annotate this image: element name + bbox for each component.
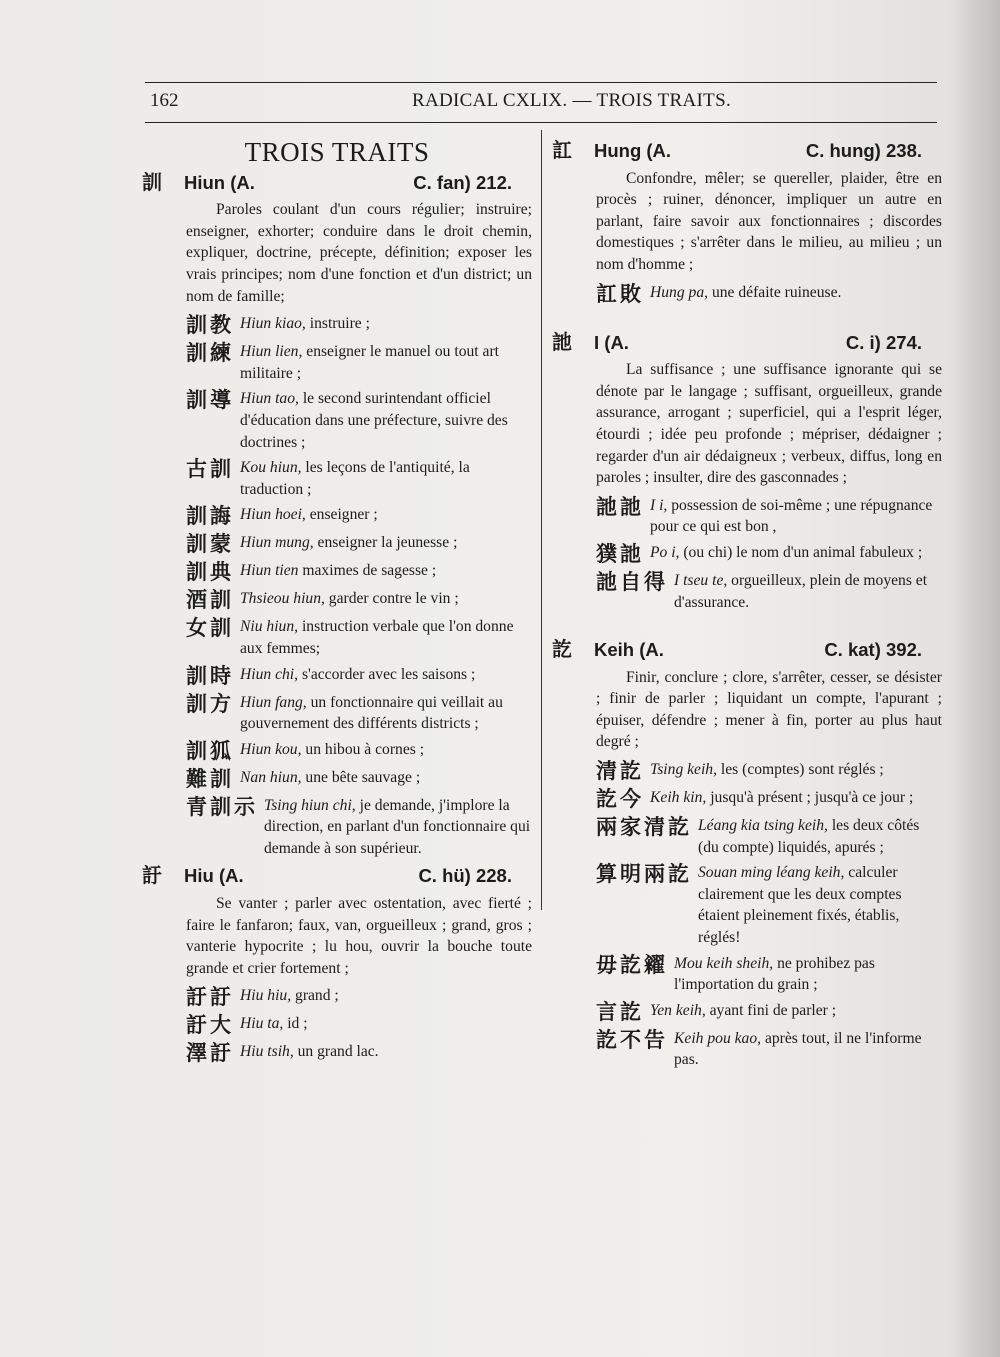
example-romanization: Nan hiun, [240, 768, 302, 786]
example-romanization: Yen keih, [650, 1001, 706, 1019]
example-romanization: Keih kin, [650, 789, 707, 807]
example-romanization: Kou hiun, [240, 459, 302, 477]
example-text [650, 542, 942, 566]
example-text [650, 1000, 942, 1024]
example-romanization: Hiun tao, [240, 390, 299, 408]
example-translation: une défaite ruineuse. [708, 283, 842, 301]
entry-romanization: Keih (A. [594, 639, 664, 661]
dictionary-entry [552, 140, 942, 306]
example-translation: instruction verbale que l'on donne aux femmes; [240, 618, 514, 657]
example-romanization: Tsing hiun chi, [264, 796, 356, 814]
example-compound [186, 985, 532, 1009]
example-translation: une bête sauvage ; [301, 768, 421, 786]
example-text [698, 862, 942, 948]
entry-headword [552, 639, 942, 661]
entry-romanization: Hung (A. [594, 140, 672, 161]
example-characters: 難訓 [186, 766, 234, 791]
example-compound [186, 341, 532, 384]
example-characters: 訓誨 [186, 504, 234, 529]
example-characters: 訌敗 [596, 281, 644, 306]
example-text [264, 795, 532, 860]
example-text [674, 1028, 942, 1071]
example-translation: ne prohibez pas l'importation du grain ; [674, 954, 875, 994]
example-compound [186, 739, 532, 763]
example-compound [186, 388, 532, 453]
example-characters: 訓方 [186, 691, 234, 716]
example-characters: 訖不告 [596, 1027, 668, 1052]
example-romanization: Hiun tien [240, 562, 299, 580]
entry-cantonese: C. hü) 228. [418, 865, 512, 887]
section-title: TROIS TRAITS [244, 137, 430, 167]
example-translation: (ou chi) le nom d'un animal fabuleux ; [679, 543, 923, 561]
entry-definition: Confondre, mêler; se quereller, plaider, être en procès ; ruiner, dénoncer, impliquer un autre en parlant, faire savoir aux fonctionnaires ; discordes domestiques ; s'arrêter dans le milieu, au milieu ; un nom d'homme ; [596, 169, 942, 273]
example-characters: 訓蒙 [186, 532, 234, 557]
example-translation: calculer clairement que les deux comptes étaient pleinement fixés, établis, réglés! [698, 864, 902, 947]
example-characters: 澤訏 [186, 1041, 234, 1066]
example-text [240, 1013, 532, 1037]
example-text [240, 985, 532, 1009]
example-text [650, 759, 942, 783]
example-translation: enseigner le manuel ou tout art militaire ; [240, 343, 499, 382]
example-translation: je demande, j'implore la direction, en parlant d'un fonctionnaire qui demande à son supérieur. [264, 796, 531, 857]
example-romanization: Hiun chi, [240, 665, 299, 683]
example-characters: 獛訑 [596, 541, 644, 566]
example-text [240, 588, 532, 612]
example-characters: 訑訑 [596, 494, 644, 519]
example-characters: 訓典 [186, 560, 234, 585]
left-entries [142, 169, 532, 1066]
running-head: RADICAL CXLIX. — TROIS TRAITS. [412, 90, 731, 111]
example-characters: 訓狐 [186, 738, 234, 763]
entry-cantonese: C. kat) 392. [824, 639, 922, 661]
example-translation: enseigner ; [305, 506, 378, 524]
example-compound [596, 759, 942, 783]
example-compound [186, 588, 532, 612]
example-text [240, 532, 532, 556]
page-number: 162 [150, 90, 179, 111]
example-romanization: Po i, [650, 543, 680, 561]
entry-cantonese: C. hung) 238. [805, 140, 922, 161]
example-text [240, 692, 532, 735]
top-rule [145, 82, 937, 83]
entry-definition: La suffisance ; une suffisance ignorante qui se dénote par le langage ; suffisant, orgueilleux, grande assurance, arrogant ; superficiel, qui a l'esprit léger, étourdi ; idée peu profonde ; mépriser, dédaigner ; regarder d'un air dédaigneux ; verbeux, diffus, long en paroles ; insulter, dire des gasconnades ; [596, 361, 942, 487]
entry-romanization: I (A. [594, 331, 629, 353]
example-characters: 算明兩訖 [596, 862, 692, 887]
example-characters: 古訓 [186, 457, 234, 482]
example-characters: 訑自得 [596, 569, 668, 594]
example-compound [596, 570, 942, 613]
example-compound [596, 282, 942, 306]
example-compound [186, 767, 532, 791]
example-characters: 清訖 [596, 759, 644, 784]
example-romanization: Hiun mung, [240, 534, 314, 552]
example-characters: 訏訏 [186, 985, 234, 1010]
example-text [240, 388, 532, 453]
example-characters: 女訓 [186, 616, 234, 641]
example-text [240, 664, 532, 688]
entry-headword [142, 865, 532, 887]
entry-headword [552, 329, 942, 354]
example-text [240, 457, 532, 500]
example-text [674, 570, 942, 613]
example-translation: après tout, il ne l'informe pas. [674, 1029, 922, 1069]
example-characters: 言訖 [596, 999, 644, 1024]
example-translation: enseigner la jeunesse ; [313, 534, 458, 552]
example-romanization: Hiun lien, [240, 343, 303, 361]
example-romanization: Léang kia tsing keih, [698, 817, 828, 835]
entry-cantonese: C. fan) 212. [413, 171, 512, 193]
example-compound [596, 1028, 942, 1071]
example-compound [186, 560, 532, 584]
example-translation: s'accorder avec les saisons ; [298, 665, 476, 683]
example-romanization: Hiun kiao, [240, 315, 306, 333]
example-romanization: Hung pa, [650, 283, 709, 301]
example-romanization: I i, [650, 496, 668, 514]
example-text [698, 815, 942, 858]
example-translation: garder contre le vin ; [324, 590, 459, 608]
example-romanization: Niu hiun, [240, 618, 299, 636]
column-divider [541, 130, 542, 910]
example-characters: 訏大 [186, 1013, 234, 1038]
example-translation: le second surintendant officiel d'éducation dans une préfecture, suivre des doctrines ; [240, 390, 508, 451]
example-characters: 青訓示 [186, 794, 258, 819]
example-characters: 訓練 [186, 341, 234, 366]
dictionary-entry [142, 169, 532, 860]
example-text [240, 560, 532, 584]
example-text [240, 1041, 532, 1065]
entry-definition: Se vanter ; parler avec ostentation, avec fierté ; faire le fanfaron; faux, van, orgueilleux ; grand, gros ; vanterie hypocrite ; lu hou, ouvrir la bouche toute grande et crier fortement ; [186, 895, 532, 977]
example-romanization: Thsieou hiun, [240, 590, 325, 608]
example-text [240, 616, 532, 659]
example-romanization: Hiun hoei, [240, 506, 306, 524]
example-compound [596, 953, 942, 996]
example-translation: un grand lac. [293, 1043, 379, 1061]
entry-definition: Finir, conclure ; clore, s'arrêter, cesser, se désister ; finir de parler ; liquidant un compte, l'apurant ; épuiser, défendre ; mener à fin, porter au plus haut degré ; [596, 668, 942, 751]
example-translation: id ; [283, 1015, 308, 1033]
example-text [240, 739, 532, 763]
example-compound [186, 313, 532, 337]
example-compound [596, 1000, 942, 1024]
entry-romanization: Hiu (A. [184, 865, 244, 887]
example-compound [596, 815, 942, 858]
example-translation: les deux côtés (du compte) liquidés, apurés ; [698, 817, 920, 856]
left-column [142, 138, 532, 1069]
example-compound [186, 532, 532, 556]
right-entries [552, 140, 942, 1071]
example-compound [186, 795, 532, 860]
example-compound [186, 692, 532, 735]
example-characters: 訓教 [186, 313, 234, 338]
example-text [240, 504, 532, 528]
example-characters: 訓時 [186, 663, 234, 688]
entry-romanization: Hiun (A. [184, 171, 255, 193]
example-romanization: Hiun kou, [240, 740, 302, 758]
example-compound [596, 862, 942, 948]
example-romanization: Keih pou kao, [674, 1029, 762, 1047]
entry-character: 訌 [552, 138, 572, 162]
example-compound [186, 457, 532, 500]
example-text [240, 341, 532, 384]
example-compound [186, 664, 532, 688]
entry-character: 訖 [552, 637, 572, 662]
entry-definition: Paroles coulant d'un cours régulier; instruire; enseigner, exhorter; conduire dans le droit chemin, expliquer, doctrine, précepte, définition; exposer les vrais principes; nom d'une fonction et d'un district; un nom de famille; [186, 201, 532, 305]
example-compound [596, 542, 942, 566]
example-romanization: Hiu hiu, [240, 987, 292, 1005]
example-text [650, 787, 942, 811]
example-characters: 兩家清訖 [596, 815, 692, 840]
example-text [240, 313, 532, 337]
example-characters: 酒訓 [186, 588, 234, 613]
example-translation: les leçons de l'antiquité, la traduction ; [240, 459, 470, 498]
example-romanization: Souan ming léang keih, [698, 864, 845, 882]
example-translation: maximes de sagesse ; [298, 562, 437, 580]
example-text [650, 495, 942, 538]
dictionary-entry [552, 639, 942, 1071]
example-characters: 毋訖糴 [596, 952, 668, 977]
example-translation: les (comptes) sont réglés ; [717, 761, 884, 779]
example-compound [186, 1013, 532, 1037]
example-romanization: I tseu te, [674, 571, 728, 589]
example-translation: jusqu'à présent ; jusqu'à ce jour ; [706, 789, 914, 807]
example-compound [186, 504, 532, 528]
example-romanization: Hiun fang, [240, 693, 307, 711]
example-translation: possession de soi-même ; une répugnance pour ce qui est bon , [650, 496, 933, 536]
dictionary-entry [552, 329, 942, 614]
example-compound [596, 495, 942, 538]
example-text [650, 282, 942, 306]
example-compound [186, 1041, 532, 1065]
entry-headword [142, 169, 532, 194]
example-characters: 訖今 [596, 787, 644, 812]
example-compound [186, 616, 532, 659]
example-translation: instruire ; [305, 315, 370, 333]
entry-headword [552, 140, 942, 162]
entry-character: 訏 [142, 863, 162, 888]
example-translation: grand ; [291, 987, 339, 1005]
example-text [674, 953, 942, 996]
example-translation: orgueilleux, plein de moyens et d'assurance. [674, 571, 928, 611]
example-translation: ayant fini de parler ; [705, 1001, 837, 1019]
entry-character: 訓 [142, 169, 162, 194]
example-translation: un hibou à cornes ; [301, 740, 425, 758]
example-romanization: Tsing keih, [650, 761, 718, 779]
entry-character: 訑 [552, 329, 572, 354]
example-characters: 訓導 [186, 388, 234, 413]
example-romanization: Mou keih sheih, [674, 954, 774, 972]
right-column [552, 138, 942, 1075]
example-compound [596, 787, 942, 811]
entry-cantonese: C. i) 274. [845, 331, 922, 353]
header-rule [145, 122, 937, 123]
dictionary-entry [142, 865, 532, 1065]
example-text [240, 767, 532, 791]
example-translation: un fonctionnaire qui veillait au gouvernement des différents districts ; [240, 693, 503, 733]
example-romanization: Hiu ta, [240, 1015, 284, 1033]
example-romanization: Hiu tsih, [240, 1043, 294, 1061]
